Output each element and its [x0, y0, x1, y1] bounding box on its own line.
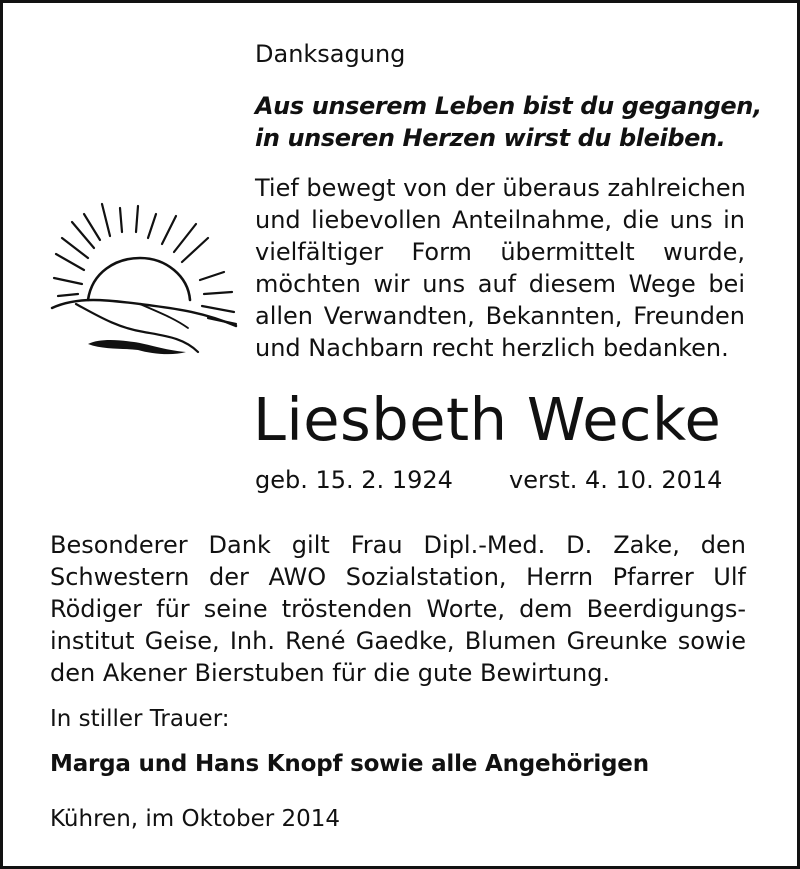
thanks-line: möchten wir uns auf diesem Wege bei	[255, 270, 745, 298]
thanks-line: vielfältiger Form übermittelt wurde,	[255, 238, 745, 266]
thanks-paragraph	[255, 172, 745, 364]
sunset-icon	[48, 200, 240, 360]
special-thanks-line: Schwestern der AWO Sozialstation, Herrn Pfarrer Ulf	[50, 563, 746, 591]
thanks-line: und Nachbarn recht herzlich bedanken.	[255, 334, 729, 362]
special-thanks-line: institut Geise, Inh. René Gaedke, Blumen Greunke sowie	[50, 627, 746, 655]
motto-line: in unseren Herzen wirst du bleiben.	[255, 124, 726, 152]
thanks-line: allen Verwandten, Bekannten, Freunden	[255, 302, 745, 330]
thanks-line: Tief bewegt von der überaus zahlreichen	[255, 174, 746, 202]
deceased-name: Liesbeth Wecke	[253, 385, 722, 454]
mourning-label: In stiller Trauer:	[50, 706, 230, 732]
special-thanks-line: den Akener Bierstuben für die gute Bewirtung.	[50, 659, 611, 687]
motto-line: Aus unserem Leben bist du gegangen,	[255, 92, 762, 120]
special-thanks-line: Besonderer Dank gilt Frau Dipl.-Med. D. Zake, den	[50, 531, 746, 559]
death-date: verst. 4. 10. 2014	[509, 466, 723, 494]
place-date: Kühren, im Oktober 2014	[50, 806, 341, 832]
thanks-line: und liebevollen Anteilnahme, die uns in	[255, 206, 745, 234]
special-thanks-line: Rödiger für seine tröstenden Worte, dem Beerdigungs-	[50, 595, 746, 623]
special-thanks-paragraph	[50, 529, 746, 689]
family-signature: Marga und Hans Knopf sowie alle Angehörigen	[50, 751, 649, 777]
birth-date: geb. 15. 2. 1924	[255, 466, 453, 494]
heading: Danksagung	[255, 40, 406, 68]
